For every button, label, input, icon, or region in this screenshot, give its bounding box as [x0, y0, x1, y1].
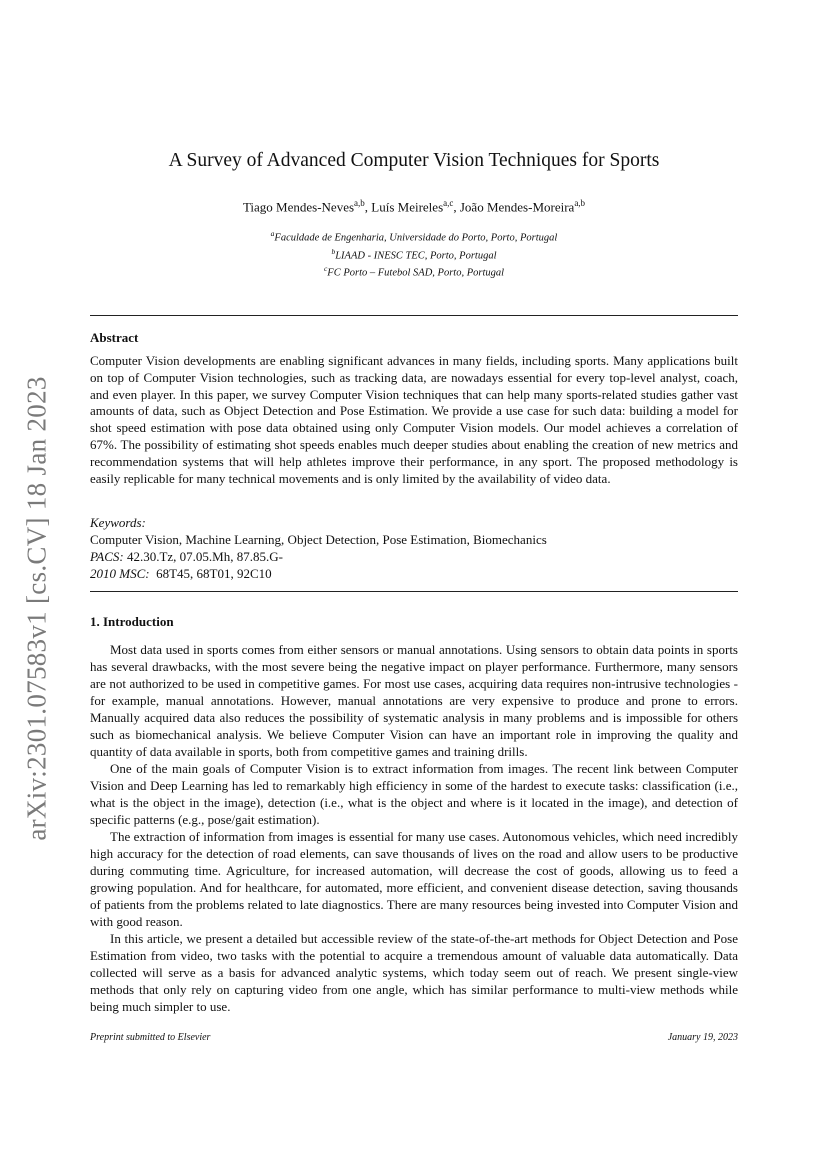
- affiliation-text: Faculdade de Engenharia, Universidade do Porto, Porto, Portugal: [274, 232, 558, 244]
- author-list: Tiago Mendes-Neves$^{a,b}$, Luís Meireles$^{a,c}$, João Mendes-Moreira$^{a,b}$: [242, 198, 586, 215]
- paper-title: A Survey of Advanced Computer Vision Techniques for Sports: [168, 150, 660, 171]
- abstract-text: Computer Vision developments are enabling significant advances in many fields, including sports. Many applications built on top of Computer Vision technologies, such as tracking data, are nowadays essential for every top-level analyst, coach, and even player. In this paper, we survey Computer Vision techniques that can help many sports-related studies gather vast amounts of data, such as Object Detection and Pose Estimation. We provide a use case for such data: building a model for shot speed estimation with pose data obtained using only Computer Vision models. Our model achieves a correlation of 67%. The possibility of estimating shot speeds enables much deeper studies about enabling the creation of new metrics and recommendation systems that will help athletes improve their performance, in any sport. The proposed methodology is easily replicable for many technical movements and is only limited by the availability of video data.: [90, 353, 738, 486]
- affiliation-text: FC Porto – Futebol SAD, Porto, Portugal: [327, 267, 505, 279]
- keywords-label: Keywords:: [90, 515, 146, 530]
- footer-preprint-note: Preprint submitted to Elsevier: [90, 1032, 211, 1043]
- affiliation-text: LIAAD - INESC TEC, Porto, Portugal: [335, 250, 497, 261]
- affiliation-list: [90, 227, 738, 280]
- section-body: [90, 641, 738, 1015]
- arxiv-side-stamp: [12, 368, 62, 848]
- author-affiliation-mark: a,b: [574, 198, 586, 208]
- author-name: Tiago Mendes-Neves: [242, 199, 355, 215]
- arxiv-identifier: arXiv:2301.07583v1 [cs.CV] 18 Jan 2023: [21, 375, 52, 841]
- affiliation-mark: a: [270, 229, 275, 238]
- affiliation-mark: b: [331, 246, 336, 256]
- body-paragraph: One of the main goals of Computer Vision is to extract information from images. The recent link between Computer Vision and Deep Learning has led to remarkably high efficiency in some of the hardest to execute tasks: classification (i.e., what is the object in the image), detection (i.e., what is the object and where is it located in the image), and detection of specific patterns (e.g., pose/gait estimation).: [90, 761, 738, 827]
- keywords-text: Computer Vision, Machine Learning, Object Detection, Pose Estimation, Biomechanics: [90, 532, 547, 547]
- section-heading: 1. Introduction: [90, 614, 174, 629]
- pacs-codes: 42.30.Tz, 07.05.Mh, 87.85.G-: [126, 549, 283, 564]
- affiliation-line: [90, 245, 738, 263]
- body-paragraph: The extraction of information from images is essential for many use cases. Autonomous vehicles, which need incredibly high accuracy for the detection of road elements, can save thousands of lives on the road and allow users to be productive during commuting time. Agriculture, for increased automation, will decrease the cost of goods, allowing us to feed a growing population. And for healthcare, for automated, more efficient, and convenient disease detection, saving thousands of patients from the problems related to late diagnostics. There are many resources being invested into Computer Vision and with good reason.: [90, 829, 738, 929]
- msc-line: [90, 565, 738, 582]
- keywords-block: [90, 514, 738, 582]
- author-name: João Mendes-Moreira: [459, 199, 575, 215]
- author-affiliation-mark: a,c: [443, 198, 454, 208]
- pacs-line: [90, 548, 738, 565]
- affiliation-mark: c: [323, 264, 328, 273]
- header-rule: [90, 315, 738, 316]
- msc-label: 2010 MSC:: [90, 566, 150, 581]
- author-affiliation-mark: a,b: [354, 198, 365, 208]
- author-name: Luís Meireles: [371, 199, 444, 215]
- footer-date: January 19, 2023: [667, 1032, 738, 1043]
- pacs-label: PACS:: [90, 549, 124, 564]
- body-paragraph: In this article, we present a detailed but accessible review of the state-of-the-art methods for Object Detection and Pose Estimation from video, two tasks with the potential to acquire a tremendous amount of valuable data automatically. Data collected will serve as a basis for advanced analytic systems, which today seem out of reach. We present single-view methods that only rely on capturing video from one angle, which has similar performance to multi-view methods while being much simpler to use.: [90, 931, 738, 1014]
- affiliation-line: [90, 227, 738, 245]
- abstract-heading: Abstract: [90, 330, 139, 345]
- keywords-rule: [90, 591, 738, 592]
- affiliation-line: [90, 262, 738, 280]
- msc-codes: 68T45, 68T01, 92C10: [156, 566, 272, 581]
- body-paragraph: Most data used in sports comes from either sensors or manual annotations. Using sensors to obtain data points in sports has several drawbacks, with the most severe being the negative impact on player performance. Furthermore, many sensors are not authorized to be used in competitive games. For most use cases, acquiring data requires non-intrusive technologies - for example, manual annotations. However, manual annotations are very expensive to produce and prone to errors. Manually acquired data also reduces the possibility of systematic analysis in many problems and is impossible for others such as biomechanical analysis. We believe Computer Vision can have an important role in improving the quality and quantity of data available in sports, both from competitive games and training drills.: [90, 642, 738, 759]
